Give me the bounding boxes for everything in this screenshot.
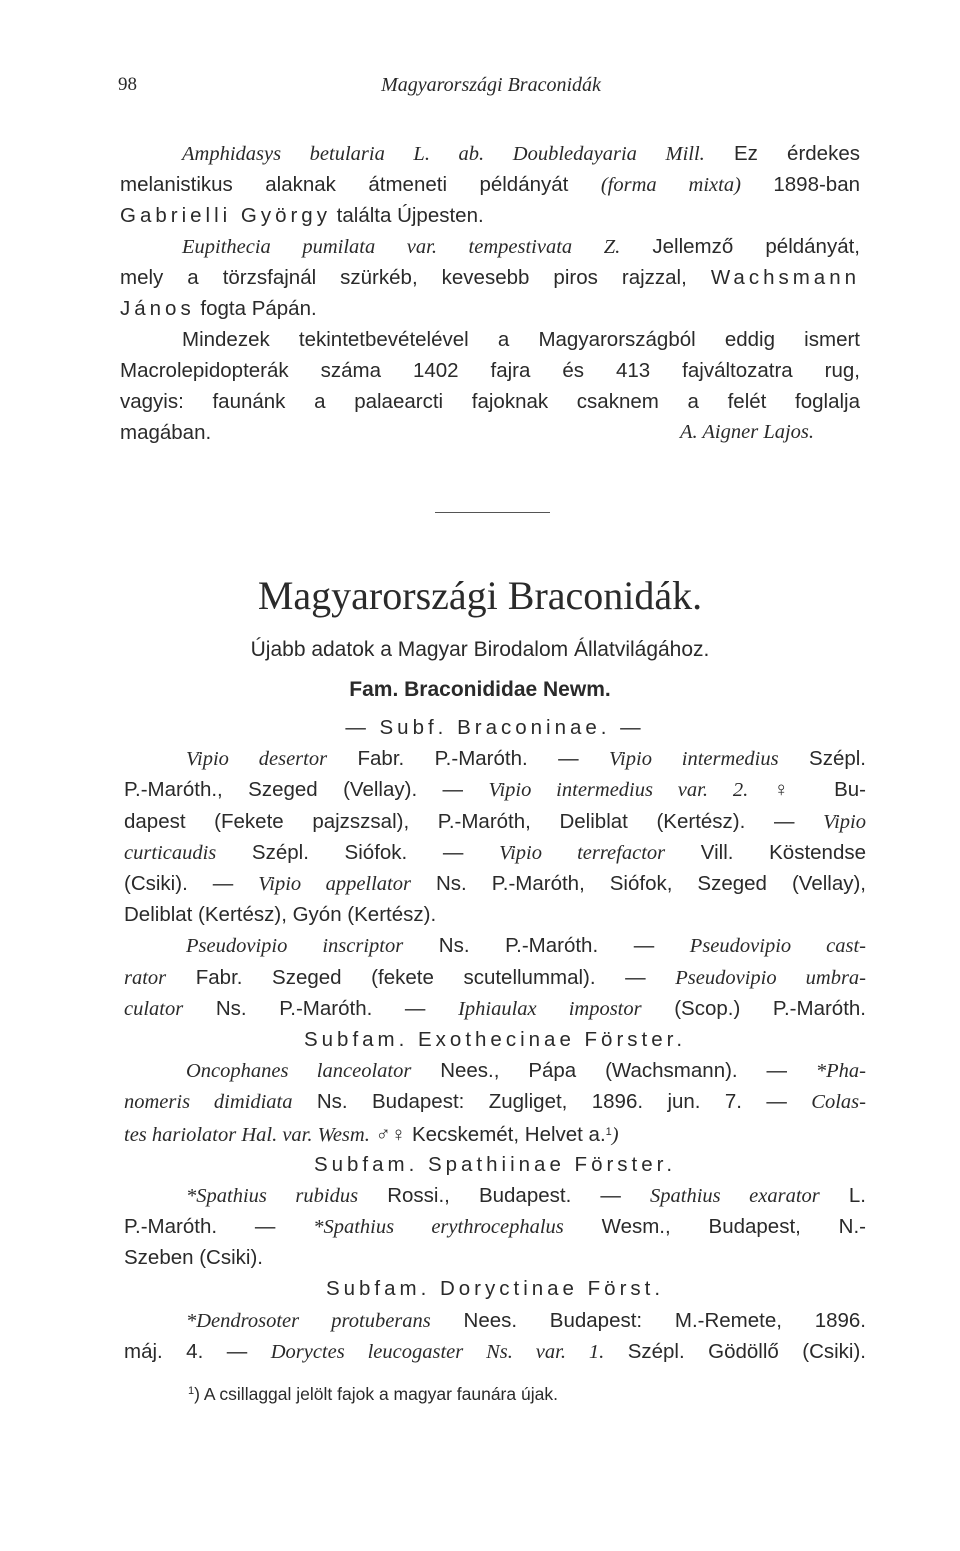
footnote	[188, 1384, 558, 1405]
article-braconidae-body	[124, 716, 867, 1367]
text-line: curticaudis Szépl. Siófok. — Vipio terrefactor Vill. Köstendse	[124, 840, 866, 864]
text-line: Pseudovipio inscriptor Ns. P.-Maróth. — Pseudovipio cast-	[186, 934, 866, 958]
text-line: János fogta Pápán.	[120, 297, 317, 320]
text-line: Amphidasys betularia L. ab. Doubledayaria Mill. Ez érdekes	[182, 142, 860, 165]
text-line: Szeben (Csiki).	[124, 1246, 263, 1270]
footnote-mark: 1	[188, 1385, 195, 1397]
page-number: 98	[118, 74, 137, 95]
text-line: P.-Maróth., Szeged (Vellay). — Vipio intermedius var. 2. ♀ Bu-	[124, 778, 866, 802]
text-line: nomeris dimidiata Ns. Budapest: Zugliget, 1896. jun. 7. — Colas-	[124, 1090, 866, 1114]
text-line: culator Ns. P.-Maróth. — Iphiaulax impostor (Scop.) P.-Maróth.	[124, 996, 866, 1020]
article-aigner-body	[120, 138, 860, 448]
text-line: *Dendrosoter protuberans Nees. Budapest: M.-Remete, 1896.	[186, 1308, 866, 1332]
text-line: rator Fabr. Szeged (fekete scutellummal). — Pseudovipio umbra-	[124, 965, 867, 989]
page-header	[118, 74, 864, 102]
text-line: Oncophanes lanceolator Nees., Pápa (Wachsmann). — *Pha-	[186, 1059, 866, 1083]
text-line: (Csiki). — Vipio appellator Ns. P.-Maróth, Siófok, Szeged (Vellay),	[124, 871, 866, 895]
subfamily-heading: Subfam. Doryctinae Först.	[325, 1277, 665, 1301]
text-line: Deliblat (Kertész), Gyón (Kertész).	[124, 903, 437, 927]
subfamily-heading: Subfam. Exothecinae Förster.	[303, 1027, 687, 1051]
text-line: *Spathius rubidus Rossi., Budapest. — Spathius exarator L.	[186, 1183, 866, 1207]
article-subtitle: Újabb adatok a Magyar Birodalom Állatvilágához.	[250, 638, 710, 661]
running-title: Magyarországi Braconidák	[381, 74, 601, 96]
article-title: Magyarországi Braconidák.	[257, 573, 703, 618]
text-line: mely a törzsfajnál szürkéb, kevesebb piros rajzzal, Wachsmann	[120, 266, 860, 289]
text-line: tes hariolator Hal. var. Wesm. ♂♀ Kecskemét, Helvet a.$^1$)	[124, 1123, 619, 1147]
text-line: Macrolepidopterák száma 1402 fajra és 413 fajváltozatra rug,	[120, 359, 860, 382]
species-name: Amphidasys betularia L. ab. Doubledayaria Mill.	[182, 143, 705, 165]
footnote-text: ) A csillaggal jelölt fajok a magyar faunára újak.	[194, 1384, 558, 1404]
person-name: Wachsmann	[710, 266, 860, 289]
footnote-ref: 1	[605, 1126, 612, 1139]
family-heading: Fam. Braconididae Newm.	[349, 678, 611, 701]
text-line: vagyis: faunánk a palaearcti fajoknak csaknem a felét foglalja	[120, 390, 860, 413]
subfamily-heading: — Subf. Braconinae. —	[345, 716, 645, 739]
text-line: Mindezek tekintetbevételével a Magyarországból eddig ismert	[182, 328, 860, 351]
person-name: János	[120, 297, 195, 320]
text-line: magában. A. Aigner Lajos.	[120, 417, 860, 448]
text-line: dapest (Fekete pajzszsal), P.-Maróth, Deliblat (Kertész). — Vipio	[124, 809, 866, 833]
signature: A. Aigner Lajos.	[680, 421, 815, 443]
text-line: Gabrielli György találta Újpesten.	[120, 204, 484, 227]
text-line: melanistikus alaknak átmeneti példányát (forma mixta) 1898-ban	[120, 173, 860, 196]
section-divider	[435, 512, 550, 513]
subfamily-heading: Subfam. Spathiinae Förster.	[313, 1152, 677, 1176]
person-name: Gabrielli György	[120, 204, 331, 227]
text-line: P.-Maróth. — *Spathius erythrocephalus Wesm., Budapest, N.-	[124, 1215, 866, 1238]
text-line: Eupithecia pumilata var. tempestivata Z. Jellemző példányát,	[182, 235, 860, 258]
text-line: Vipio desertor Fabr. P.-Maróth. — Vipio intermedius Szépl.	[186, 747, 866, 771]
text-line: máj. 4. — Doryctes leucogaster Ns. var. 1. Szépl. Gödöllő (Csiki).	[124, 1339, 867, 1363]
species-name: Eupithecia pumilata var. tempestivata Z.	[182, 236, 621, 258]
